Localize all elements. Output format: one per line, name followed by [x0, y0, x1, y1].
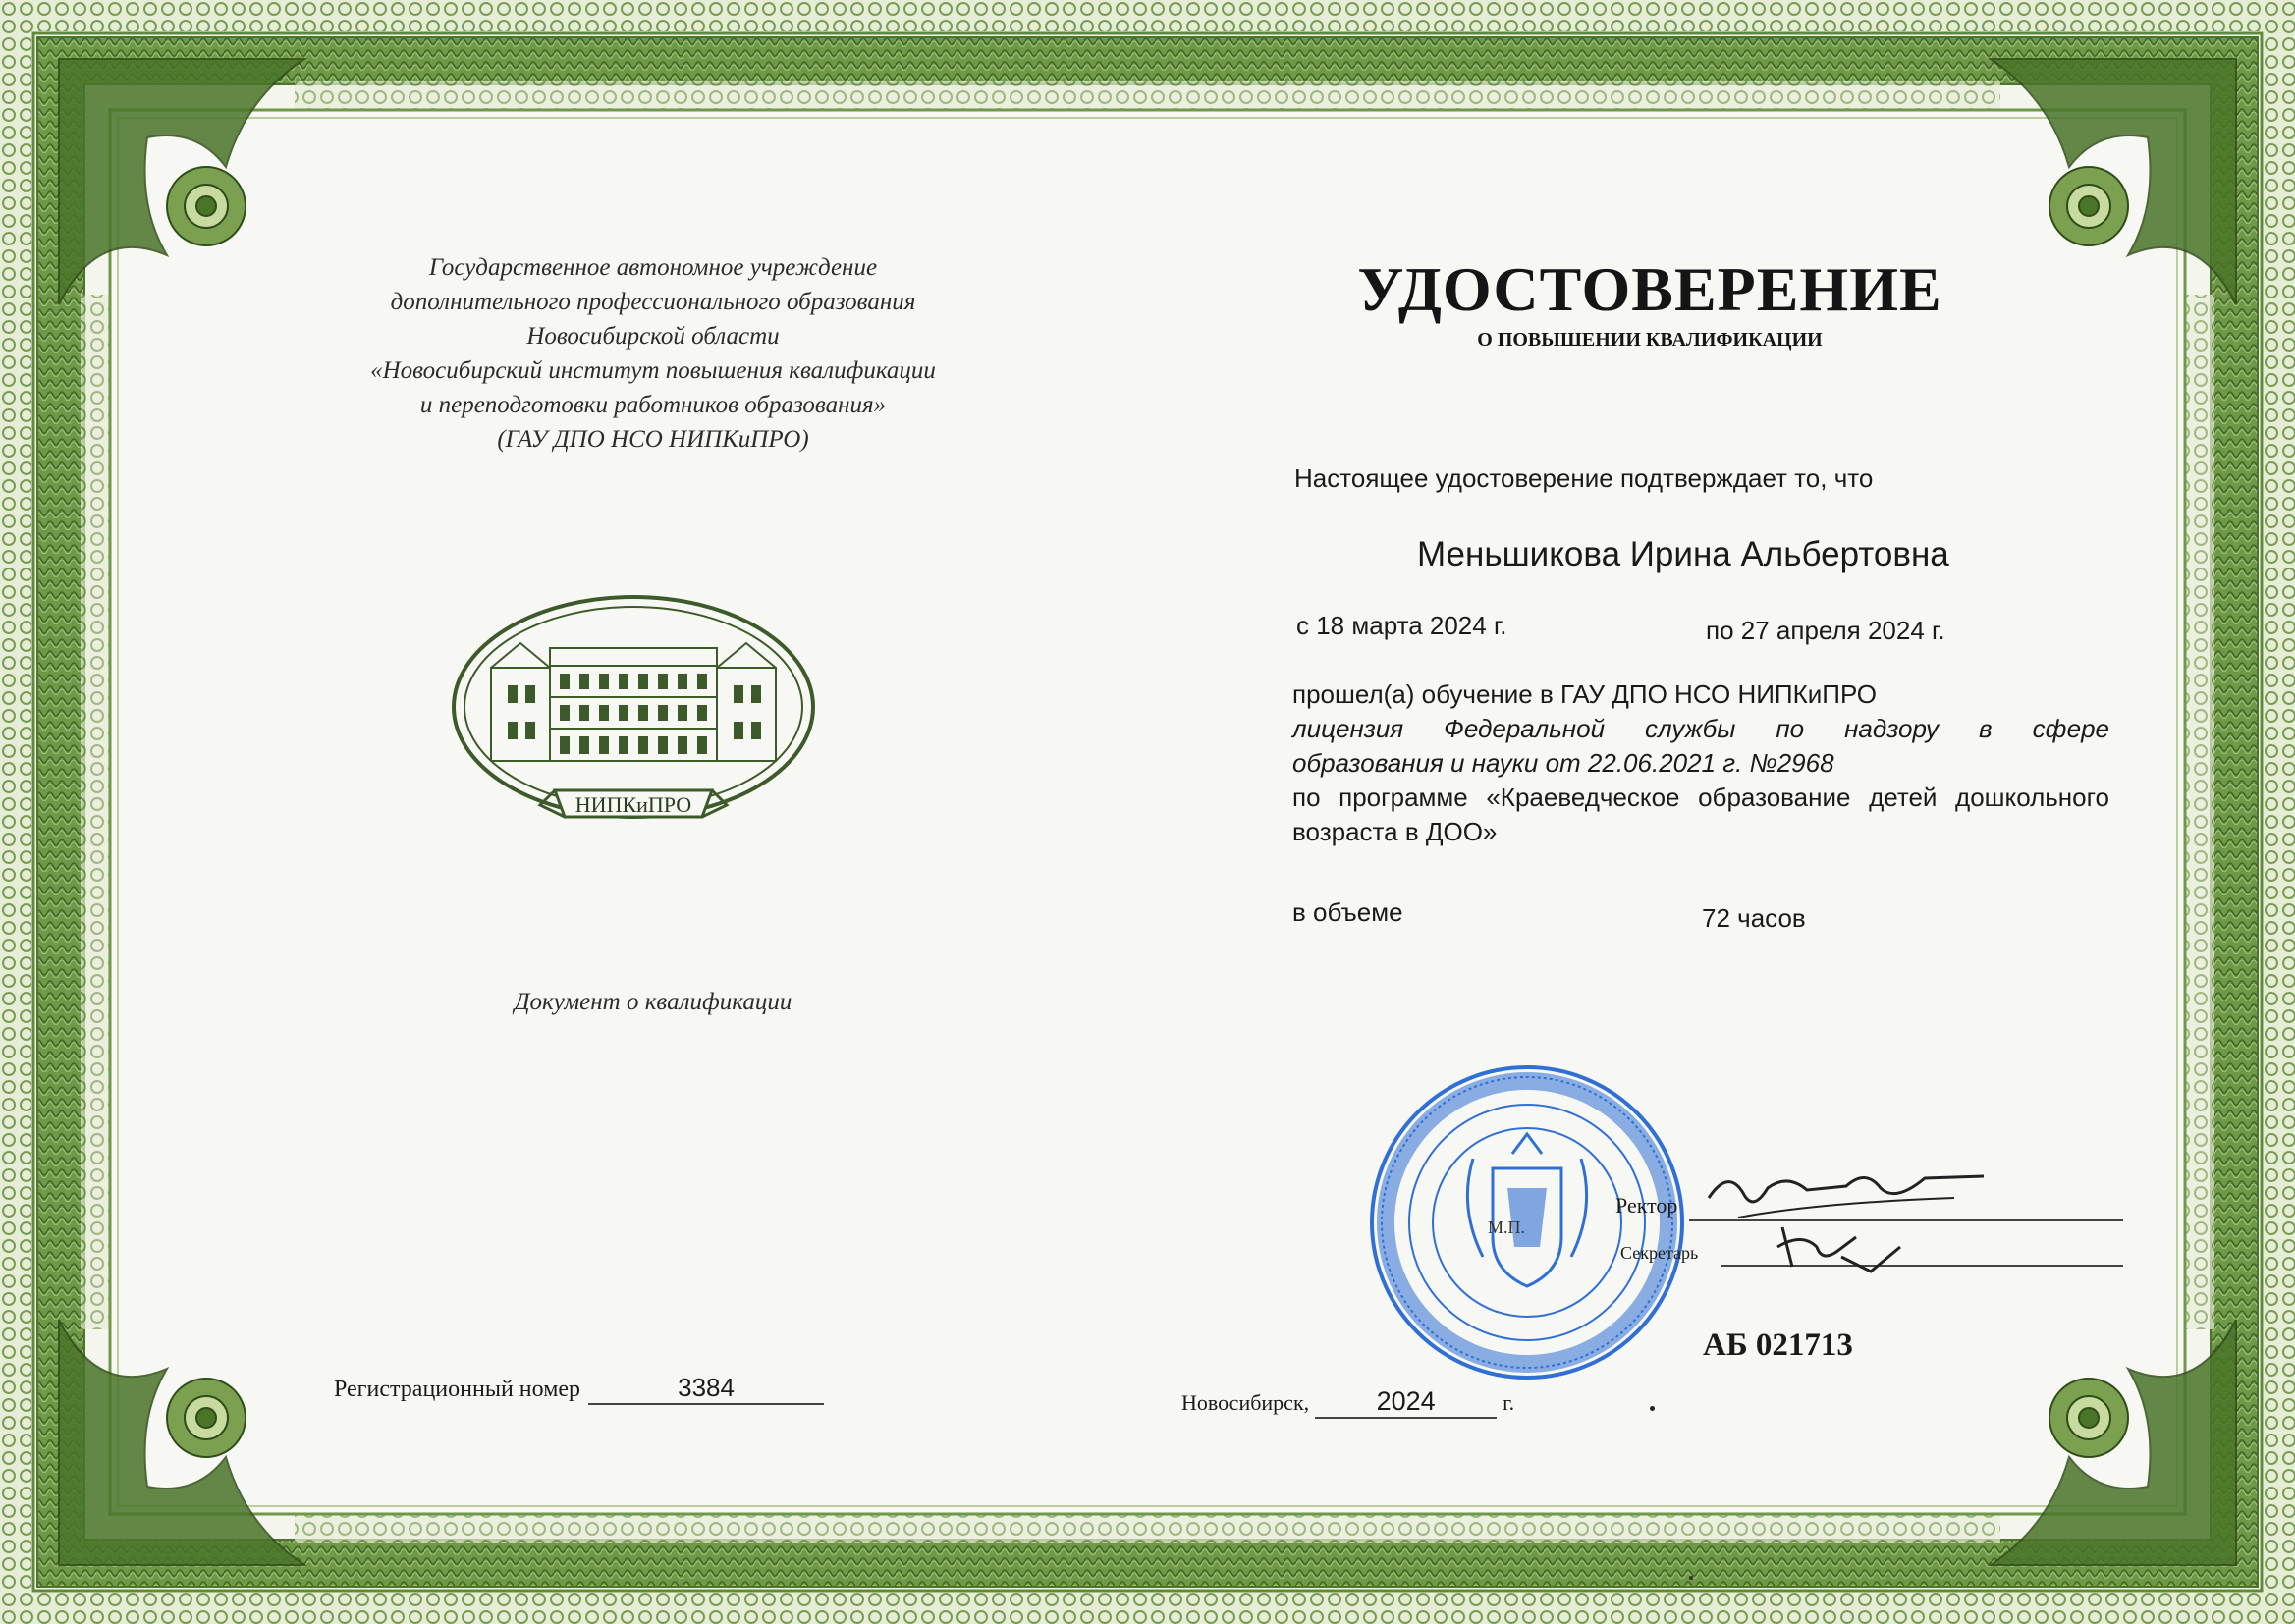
document-type-label: Документ о квалификации [514, 989, 792, 1015]
training-details [1292, 677, 2109, 849]
trained-at-text: прошел(а) обучение в ГАУ ДПО НСО НИПКиПРО [1292, 679, 1877, 709]
training-end-date: по 27 апреля 2024 г. [1706, 616, 1945, 645]
seal-placeholder-label: М.П. [1488, 1218, 1526, 1237]
org-line: и переподготовки работников образования» [419, 392, 887, 418]
ink-dot [1650, 1406, 1655, 1411]
org-line: дополнительного профессионального образования [390, 289, 916, 315]
secretary-signature [1763, 1213, 1910, 1281]
issuing-organization [295, 250, 1011, 457]
certificate-subtitle: О ПОВЫШЕНИИ КВАЛИФИКАЦИИ [1477, 329, 1823, 351]
rector-label: Ректор [1615, 1193, 1678, 1218]
registration-number-label: Регистрационный номер [334, 1377, 581, 1402]
volume-value: 72 часов [1702, 903, 1806, 933]
secretary-label: Секретарь [1620, 1243, 1699, 1263]
registration-number-line [334, 1373, 824, 1405]
volume-label: в объеме [1292, 897, 1403, 927]
ink-dot [1689, 1576, 1693, 1580]
official-seal-stamp [1365, 1060, 1689, 1384]
registration-number-value: 3384 [588, 1373, 824, 1405]
org-line: (ГАУ ДПО НСО НИПКиПРО) [497, 426, 809, 453]
org-line: «Новосибирский институт повышения квалификации [370, 357, 936, 384]
serial-number: АБ 021713 [1703, 1327, 1853, 1363]
program-line: по программе «Краеведческое образование детей дошкольного [1292, 783, 2109, 812]
confirmation-text: Настоящее удостоверение подтверждает то, что [1294, 463, 1874, 493]
license-line: лицензия Федеральной службы по надзору в сфере [1292, 714, 2109, 743]
certificate-title: УДОСТОВЕРЕНИЕ [1357, 254, 1942, 324]
license-line: образования и науки от 22.06.2021 г. №2968 [1292, 748, 1834, 778]
training-start-date: с 18 марта 2024 г. [1296, 611, 1507, 640]
holder-name: Меньшикова Ирина Альбертовна [1417, 535, 1949, 573]
city-label: Новосибирск, [1181, 1390, 1310, 1415]
year-suffix: г. [1503, 1390, 1515, 1415]
program-line: возраста в ДОО» [1292, 817, 1498, 846]
institute-emblem-logo [447, 589, 820, 844]
org-line: Государственное автономное учреждение [428, 254, 878, 281]
city-year-line [1181, 1386, 1514, 1419]
emblem-label: НИПКиПРО [574, 792, 692, 817]
issue-year-value: 2024 [1315, 1386, 1497, 1419]
org-line: Новосибирской области [526, 323, 780, 350]
